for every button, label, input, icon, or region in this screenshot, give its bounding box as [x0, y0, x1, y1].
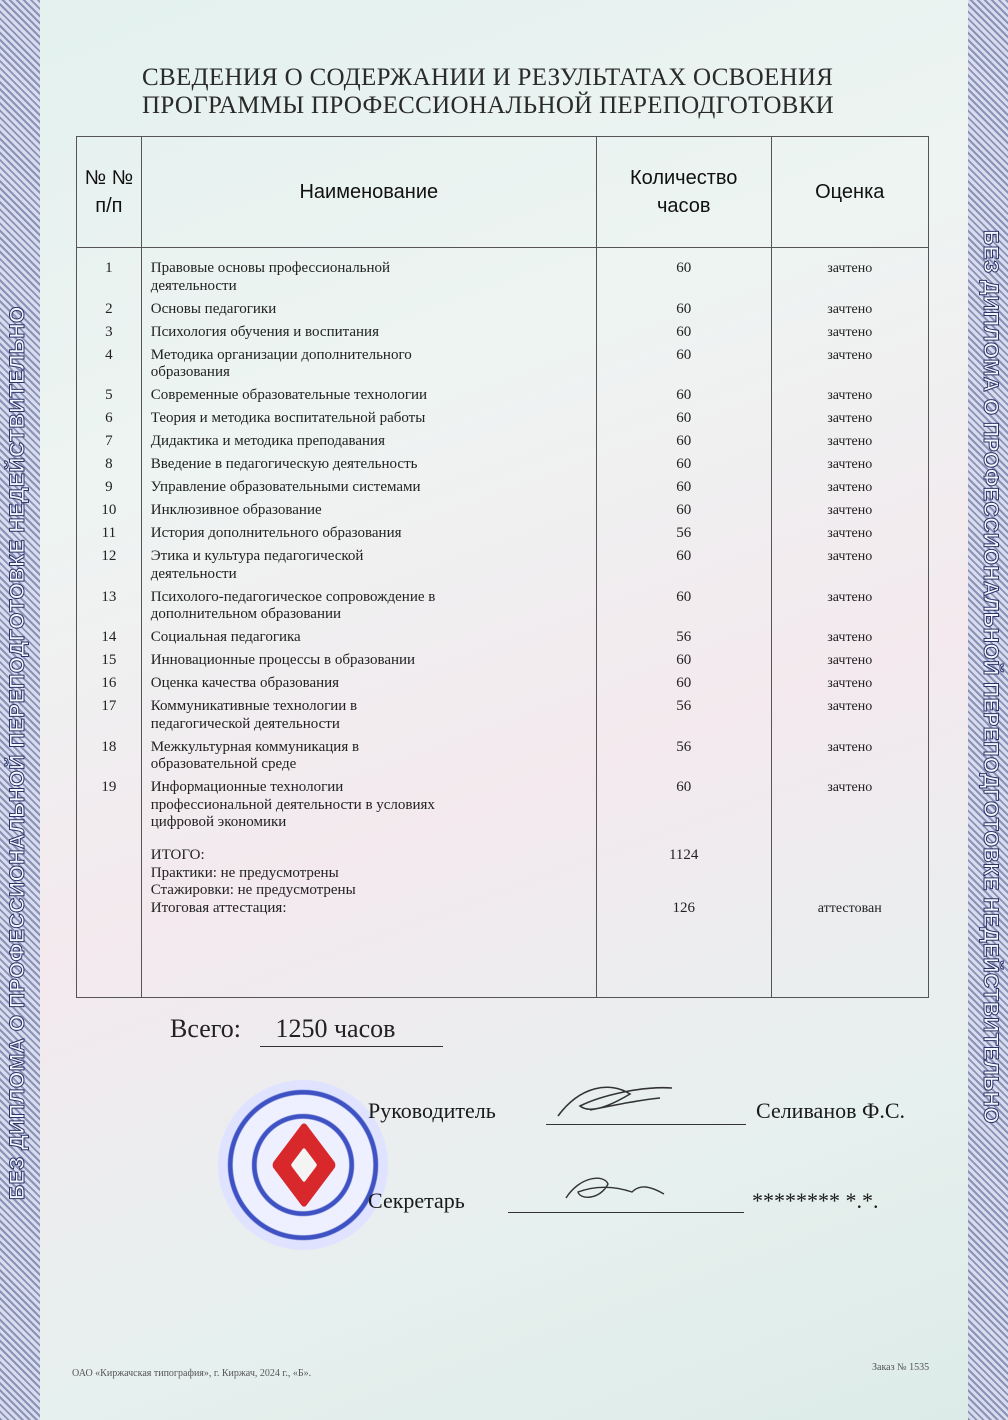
row-hours: 60	[676, 410, 692, 426]
row-hours: 60	[676, 652, 692, 668]
row-name: История дополнительного образования	[150, 525, 402, 541]
row-name: деятельности	[150, 277, 237, 294]
row-number: 17	[101, 698, 117, 714]
row-hours: 56	[676, 738, 692, 755]
row-grade: зачтено	[827, 457, 873, 472]
row-name: образования	[150, 364, 230, 380]
summary-total-label: ИТОГО:	[150, 847, 205, 863]
row-hours: 60	[676, 502, 692, 518]
row-hours: 56	[676, 698, 692, 714]
row-name: Основы педагогики	[150, 300, 277, 317]
row-grade: зачтено	[827, 503, 873, 518]
border-text-left: БЕЗ ДИПЛОМА О ПРОФЕССИОНАЛЬНОЙ ПЕРЕПОДГОТОВКЕ НЕДЕЙСТВИТЕЛЬНО	[6, 306, 29, 1200]
row-grade: зачтено	[827, 434, 873, 449]
row-name: деятельности	[150, 565, 237, 582]
title-line-1: СВЕДЕНИЯ О СОДЕРЖАНИИ И РЕЗУЛЬТАТАХ ОСВОЕНИЯ	[142, 64, 834, 91]
head-name: Селиванов Ф.С.	[756, 1098, 906, 1123]
row-grade: зачтено	[827, 480, 873, 495]
official-stamp	[218, 1080, 388, 1250]
grand-total-label: Всего:	[170, 1014, 241, 1043]
row-number: 4	[105, 346, 113, 363]
row-number: 5	[105, 387, 113, 403]
header-num-line2: п/п	[95, 195, 123, 217]
summary-attestation-label: Итоговая аттестация:	[150, 899, 287, 916]
header-hours-line2: часов	[656, 195, 711, 217]
grand-total-underline	[260, 1046, 443, 1047]
row-grade: зачтено	[827, 324, 873, 340]
summary-total-hours: 1124	[668, 847, 699, 863]
header-num	[77, 137, 142, 248]
row-hours: 60	[676, 456, 692, 472]
row-name: Дидактика и методика преподавания	[150, 433, 385, 449]
header-hours	[596, 137, 771, 248]
row-name: Современные образовательные технологии	[150, 387, 428, 403]
table-body-row	[77, 248, 929, 998]
row-hours: 60	[676, 387, 692, 403]
row-hours: 60	[676, 323, 692, 340]
row-name: Теория и методика воспитательной работы	[150, 410, 426, 426]
row-number: 9	[105, 479, 113, 495]
secretary-label: Секретарь	[368, 1188, 465, 1213]
row-name: Коммуникативные технологии в	[150, 698, 358, 714]
row-number: 14	[101, 629, 117, 645]
title-line-2: ПРОГРАММЫ ПРОФЕССИОНАЛЬНОЙ ПЕРЕПОДГОТОВКИ	[142, 92, 834, 119]
summary-internship: Стажировки: не предусмотрены	[150, 882, 356, 898]
row-hours: 60	[676, 260, 692, 276]
row-name: Инклюзивное образование	[150, 502, 322, 518]
summary-attestation-hours: 126	[672, 899, 695, 916]
summary-attestation-grade: аттестован	[817, 900, 882, 916]
header-grade: Оценка	[771, 137, 929, 248]
row-grade: зачтено	[827, 699, 873, 714]
row-hours: 56	[676, 525, 692, 541]
row-hours: 60	[676, 588, 692, 605]
row-grade: зачтено	[827, 653, 873, 668]
courses-table	[76, 136, 929, 998]
head-label: Руководитель	[368, 1098, 496, 1123]
row-grade: зачтено	[827, 347, 873, 363]
row-hours: 60	[676, 346, 692, 363]
row-grade: зачтено	[827, 411, 873, 426]
row-hours: 60	[676, 548, 692, 564]
row-hours: 60	[676, 779, 692, 795]
row-name: Социальная педагогика	[150, 629, 301, 645]
row-grade: зачтено	[827, 589, 873, 605]
row-name: образовательной среде	[150, 756, 297, 772]
header-num-line1: № №	[84, 167, 134, 189]
row-number: 11	[101, 525, 117, 541]
row-number: 10	[101, 502, 117, 518]
row-grade: зачтено	[827, 630, 873, 645]
row-number: 15	[101, 652, 117, 668]
row-number: 8	[105, 456, 113, 472]
row-name: Управление образовательными системами	[150, 479, 421, 495]
table-header-row	[77, 137, 929, 248]
row-hours: 60	[676, 433, 692, 449]
secretary-signature-icon	[560, 1170, 670, 1210]
row-hours: 60	[676, 675, 692, 691]
head-signature-icon	[550, 1076, 680, 1126]
row-name: Введение в педагогическую деятельность	[150, 456, 418, 472]
row-name: профессиональной деятельности в условиях	[150, 796, 435, 813]
row-number: 13	[101, 588, 117, 605]
row-hours: 60	[676, 479, 692, 495]
row-grade: зачтено	[827, 261, 873, 276]
row-name: Инновационные процессы в образовании	[150, 652, 416, 668]
header-hours-line1: Количество	[629, 167, 738, 189]
row-hours: 60	[676, 300, 692, 317]
row-name: Межкультурная коммуникация в	[150, 738, 360, 755]
stamp-logo-icon	[271, 1121, 337, 1208]
row-number: 7	[105, 433, 113, 449]
row-name: Информационные технологии	[150, 779, 344, 795]
row-name: педагогической деятельности	[150, 715, 340, 732]
row-name: Оценка качества образования	[150, 675, 340, 691]
row-grade: зачтено	[827, 676, 873, 691]
row-number: 18	[101, 738, 117, 755]
secretary-signature-line	[508, 1212, 744, 1213]
row-number: 12	[101, 548, 117, 564]
head-signature-line	[546, 1124, 746, 1125]
summary-practice: Практики: не предусмотрены	[150, 864, 339, 881]
row-grade: зачтено	[827, 526, 873, 541]
row-grade: зачтено	[827, 739, 873, 755]
row-number: 16	[101, 675, 117, 691]
grand-total-value: 1250 часов	[275, 1014, 396, 1043]
row-number: 6	[105, 410, 113, 426]
border-text-right: БЕЗ ДИПЛОМА О ПРОФЕССИОНАЛЬНОЙ ПЕРЕПОДГОТОВКЕ НЕДЕЙСТВИТЕЛЬНО	[979, 230, 1002, 1124]
row-number: 3	[105, 323, 113, 340]
row-number: 1	[105, 260, 113, 276]
footer-printer: ОАО «Киржачская типография», г. Киржач, 2024 г., «Б».	[72, 1368, 312, 1379]
row-grade: зачтено	[827, 301, 873, 317]
document-title	[142, 64, 834, 120]
row-hours: 56	[676, 629, 692, 645]
row-name: Психолого-педагогическое сопровождение в	[150, 588, 436, 605]
grand-total	[170, 1014, 395, 1044]
row-name: цифровой экономики	[150, 814, 287, 830]
row-grade: зачтено	[827, 549, 873, 564]
row-number: 19	[101, 779, 117, 795]
footer-order: Заказ № 1535	[872, 1362, 930, 1373]
row-name: Методика организации дополнительного	[150, 346, 412, 363]
row-grade: зачтено	[827, 388, 873, 403]
row-name: Правовые основы профессиональной	[150, 260, 391, 276]
secretary-name: ******** *.*.	[752, 1188, 879, 1213]
row-grade: зачтено	[827, 780, 873, 795]
row-name: Этика и культура педагогической	[150, 548, 364, 564]
row-number: 2	[105, 300, 113, 317]
row-name: Психология обучения и воспитания	[150, 323, 379, 340]
header-name: Наименование	[141, 137, 596, 248]
row-name: дополнительном образовании	[150, 606, 342, 622]
